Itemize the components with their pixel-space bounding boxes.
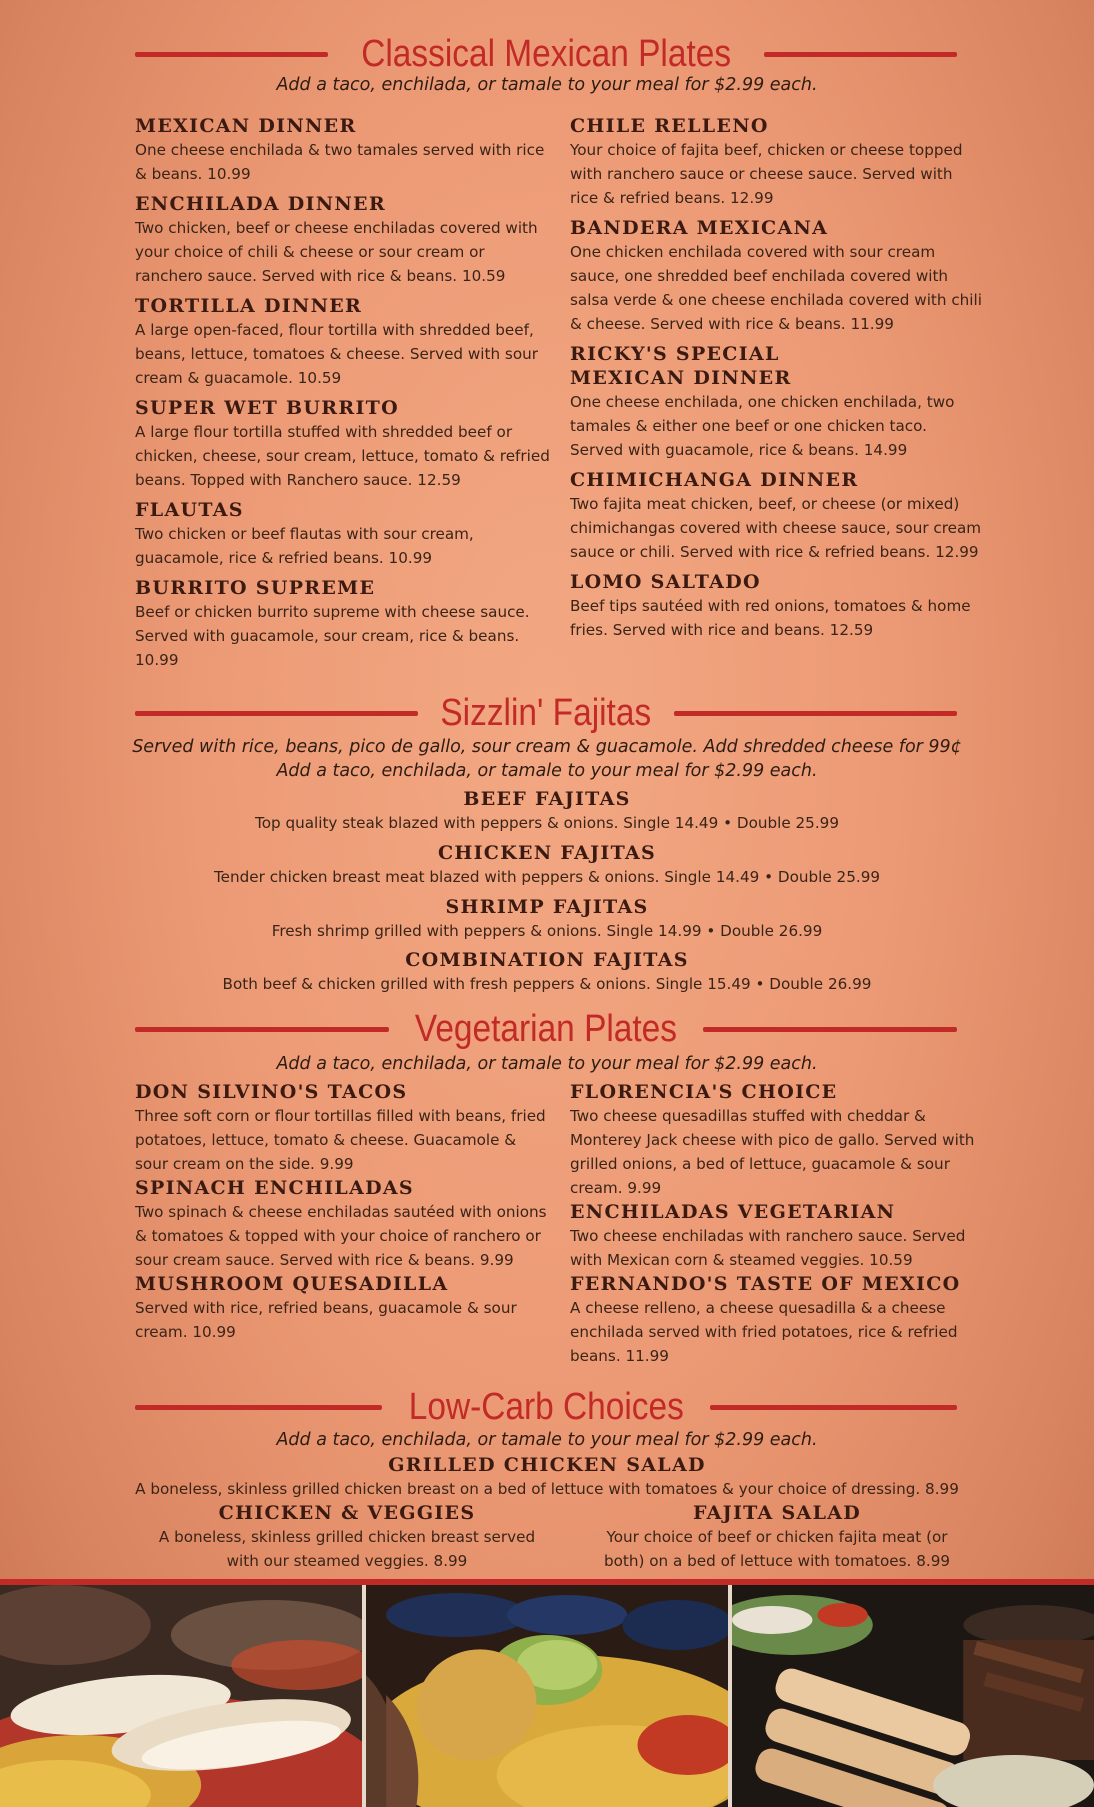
food-photo-tacos <box>362 1585 728 1807</box>
item-description: Your choice of fajita beef, chicken or cheese topped with ranchero sauce or cheese sauce. Served with rice & refried beans. 12.99 <box>570 141 963 207</box>
item-description: A boneless, skinless grilled chicken breast served with our steamed veggies. 8.99 <box>158 1528 536 1570</box>
food-photo-enchiladas <box>0 1585 362 1807</box>
item-description: A boneless, skinless grilled chicken breast on a bed of lettuce with tomatoes & your choice of dressing. 8.99 <box>135 1480 959 1498</box>
section-header-vegetarian <box>135 1005 957 1053</box>
section-subtitle: Add a taco, enchilada, or tamale to your meal for $2.99 each. <box>276 1054 818 1074</box>
divider-rule <box>674 711 957 716</box>
menu-item <box>100 895 994 943</box>
item-name: SHRIMP FAJITAS <box>445 896 649 918</box>
divider-rule <box>135 52 328 57</box>
item-description: Top quality steak blazed with peppers & onions. Single 14.49 • Double 25.99 <box>255 814 839 832</box>
section-header-fajitas <box>135 689 957 737</box>
item-name: BANDERA MEXICANA <box>570 217 829 239</box>
divider-rule <box>135 711 418 716</box>
divider-rule <box>764 52 957 57</box>
menu-item <box>135 192 550 288</box>
divider-rule <box>710 1405 957 1410</box>
menu-item <box>135 1176 550 1272</box>
item-description: Two chicken, beef or cheese enchiladas covered with your choice of chili & cheese or sour cream or ranchero sauce. Served with rice & beans. 10.59 <box>135 219 538 285</box>
menu-item <box>570 114 985 210</box>
item-name: CHICKEN FAJITAS <box>437 842 657 864</box>
item-description: One chicken enchilada covered with sour cream sauce, one shredded beef enchilada covered with salsa verde & one cheese enchilada covered with chili & cheese. Served with rice & beans. 11.99 <box>570 243 982 333</box>
item-name: MUSHROOM QUESADILLA <box>135 1273 449 1295</box>
item-description: Fresh shrimp grilled with peppers & onions. Single 14.99 • Double 26.99 <box>271 922 823 940</box>
menu-item <box>135 1080 550 1176</box>
item-description: Your choice of beef or chicken fajita meat (or both) on a bed of lettuce with tomatoes. 8.99 <box>603 1528 951 1570</box>
item-description: Tender chicken breast meat blazed with peppers & onions. Single 14.49 • Double 25.99 <box>213 868 881 886</box>
menu-item <box>570 216 985 336</box>
item-name: GRILLED CHICKEN SALAD <box>388 1454 706 1476</box>
item-name: RICKY'S SPECIAL MEXICAN DINNER <box>570 343 792 389</box>
vegetarian-right-column <box>570 1080 985 1374</box>
item-name: FERNANDO'S TASTE OF MEXICO <box>570 1273 961 1295</box>
menu-item <box>135 1272 550 1344</box>
section-subtitle: Add a taco, enchilada, or tamale to your meal for $2.99 each. <box>276 1430 818 1450</box>
item-name: FLAUTAS <box>135 499 244 521</box>
menu-item <box>135 498 550 570</box>
menu-item <box>570 570 985 642</box>
item-description: One cheese enchilada, one chicken enchilada, two tamales & either one beef or one chicken taco. Served with guacamole, rice & beans. 14.99 <box>570 393 955 459</box>
divider-rule <box>135 1405 382 1410</box>
section-header-classical <box>135 30 957 78</box>
section-subtitle: Add a taco, enchilada, or tamale to your meal for $2.99 each. <box>276 761 818 781</box>
item-name: LOMO SALTADO <box>570 571 761 593</box>
divider-rule <box>135 1027 389 1032</box>
item-name: BEEF FAJITAS <box>463 788 631 810</box>
menu-item <box>135 396 550 492</box>
section-title: Vegetarian Plates <box>414 1008 678 1050</box>
menu-item <box>100 1453 994 1501</box>
section-title: Classical Mexican Plates <box>361 33 731 75</box>
section-subtitle: Add a taco, enchilada, or tamale to your meal for $2.99 each. <box>276 75 818 95</box>
item-name: FLORENCIA'S CHOICE <box>570 1081 838 1103</box>
item-name: FAJITA SALAD <box>692 1502 862 1524</box>
menu-item <box>100 787 994 835</box>
item-description: Three soft corn or flour tortillas filled with beans, fried potatoes, lettuce, tomato & cheese. Guacamole & sour cream on the side. 9.99 <box>135 1107 546 1173</box>
item-name: TORTILLA DINNER <box>135 295 363 317</box>
section-title: Sizzlin' Fajitas <box>440 692 652 734</box>
divider-rule <box>703 1027 957 1032</box>
menu-item <box>570 1200 985 1272</box>
item-name: MEXICAN DINNER <box>135 115 357 137</box>
item-name: COMBINATION FAJITAS <box>405 949 689 971</box>
menu-item <box>570 1272 985 1368</box>
item-description: A large flour tortilla stuffed with shredded beef or chicken, cheese, sour cream, lettuce, tomato & refried beans. Topped with Ranchero sauce. 12.59 <box>135 423 550 489</box>
item-description: A large open-faced, flour tortilla with shredded beef, beans, lettuce, tomatoes & cheese. Served with sour cream & guacamole. 10.59 <box>135 321 539 387</box>
item-name: ENCHILADAS VEGETARIAN <box>570 1201 896 1223</box>
item-name: SUPER WET BURRITO <box>135 397 399 419</box>
item-description: A cheese relleno, a cheese quesadilla & a cheese enchilada served with fried potatoes, rice & refried beans. 11.99 <box>570 1299 958 1365</box>
classical-left-column <box>135 114 550 678</box>
food-photo-fajitas <box>728 1585 1094 1807</box>
item-description: Two cheese enchiladas with ranchero sauce. Served with Mexican corn & steamed veggies. 10.59 <box>570 1227 966 1269</box>
item-name: CHILE RELLENO <box>570 115 769 137</box>
item-description: Beef tips sautéed with red onions, tomatoes & home fries. Served with rice and beans. 12.59 <box>570 597 971 639</box>
item-name: DON SILVINO'S TACOS <box>135 1081 408 1103</box>
menu-item <box>557 1501 997 1573</box>
item-description: Two spinach & cheese enchiladas sautéed with onions & tomatoes & topped with your choice of ranchero or sour cream sauce. Served with rice & beans. 9.99 <box>135 1203 547 1269</box>
item-name: CHIMICHANGA DINNER <box>570 469 859 491</box>
item-description: Both beef & chicken grilled with fresh peppers & onions. Single 15.49 • Double 26.99 <box>222 975 872 993</box>
section-header-lowcarb <box>135 1383 957 1431</box>
item-description: One cheese enchilada & two tamales served with rice & beans. 10.99 <box>135 141 545 183</box>
item-name: SPINACH ENCHILADAS <box>135 1177 414 1199</box>
item-description: Beef or chicken burrito supreme with cheese sauce. Served with guacamole, sour cream, rice & beans. 10.99 <box>135 603 530 669</box>
item-description: Two chicken or beef flautas with sour cream, guacamole, rice & refried beans. 10.99 <box>135 525 474 567</box>
item-name: CHICKEN & VEGGIES <box>218 1502 476 1524</box>
menu-item <box>570 342 985 462</box>
vegetarian-left-column <box>135 1080 550 1350</box>
item-name: ENCHILADA DINNER <box>135 193 386 215</box>
menu-item <box>135 114 550 186</box>
menu-item <box>135 294 550 390</box>
menu-item <box>570 1080 985 1200</box>
menu-item <box>127 1501 567 1573</box>
item-description: Two cheese quesadillas stuffed with cheddar & Monterey Jack cheese with pico de gallo. Served with grilled onions, a bed of lettuce, guacamole & sour cream. 9.99 <box>570 1107 975 1197</box>
section-subtitle: Served with rice, beans, pico de gallo, sour cream & guacamole. Add shredded cheese for 99¢ <box>132 737 962 757</box>
item-description: Served with rice, refried beans, guacamole & sour cream. 10.99 <box>135 1299 517 1341</box>
menu-item <box>570 468 985 564</box>
item-description: Two fajita meat chicken, beef, or cheese (or mixed) chimichangas covered with cheese sauce, sour cream sauce or chili. Served with rice & refried beans. 12.99 <box>570 495 982 561</box>
section-title: Low-Carb Choices <box>408 1386 684 1428</box>
menu-item <box>100 841 994 889</box>
menu-item <box>100 948 994 996</box>
classical-right-column <box>570 114 985 648</box>
food-photo-strip <box>0 1579 1094 1807</box>
menu-item <box>135 576 550 672</box>
item-name: BURRITO SUPREME <box>135 577 376 599</box>
